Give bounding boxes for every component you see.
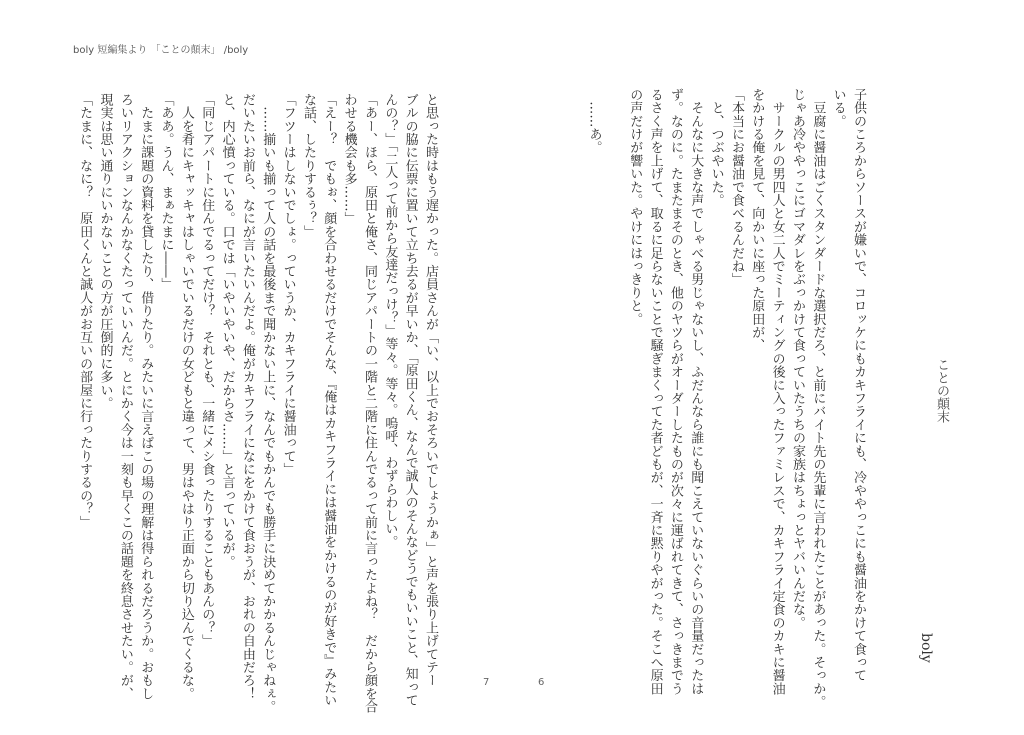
text-line: と思った時はもう遅かった。店員さんが「い、以上でおそろいでしょうかぁ」と声を張り上げてテー xyxy=(423,93,438,687)
text-line: の声だけが響いた。やけにはっきりと。 xyxy=(627,88,643,326)
text-line: ず。なのに。たまたまそのとき、他のヤツらがオーダーしたものが次々に運ばれてきて、さっきまでう xyxy=(667,88,683,696)
page-number-right: 6 xyxy=(538,677,545,688)
text-line: 子供のころからソースが嫌いで、コロッケにもカキフライにも、冷ややっこにも醤油をかけて食って xyxy=(851,88,866,682)
text-line: じゃあ冷ややっこにゴマダレをぶっかけて食っていたうちの家族はちょっとヤバいんだな。 xyxy=(789,88,805,630)
text-line: 現実は思い通りにいかないことの方が圧倒的に多い。 xyxy=(97,93,113,410)
author-name: boly xyxy=(918,633,934,663)
text-line: 「フツーはしないでしょ。っていうか、カキフライに醤油って」 xyxy=(280,93,296,476)
right-page-text xyxy=(583,88,868,709)
text-line: ブルの脇に伝票に置いて立ち去るが早いか、「原田くん、なんで誠人のそんなどうでもいいこと、知って xyxy=(402,93,418,707)
text-line: と、つぶやいた。 xyxy=(708,88,724,207)
text-line: サークルの男四人と女二人でミーティングの後に入ったファミレスで、カキフライ定食のカキに醤油 xyxy=(769,88,785,696)
text-line: 「あー、ほら、原田と俺さ、同じアパートの一階と二階に住んでるって前に言ったよね？ だから顔を合 xyxy=(361,93,377,714)
text-line: ……揃いも揃って人の話を最後まで聞かない上に、なんでもかんでも勝手に決めてかかるんじゃねぇ。 xyxy=(260,93,276,714)
text-line: たまに課題の資料を貸したり、借りたり。みたいに言えばこの場の理解は得られるだろうか。おもし xyxy=(138,93,154,701)
left-page-text xyxy=(74,93,440,714)
text-line: 「ああ。うん、まぁたまに――」 xyxy=(158,93,174,291)
text-line: んの？」「二人って前から友達だっけ？」等々。等々。嗚呼、わずらわしい。 xyxy=(382,93,398,549)
text-line: だいたいお前ら、なにが言いたいんだよ。俺がカキフライになにをかけて食おうが、おれの自由だろ！ xyxy=(239,93,255,701)
text-line: な話、したりするぅ？」 xyxy=(300,93,316,239)
text-line: をかける俺を見て、向かいに座った原田が、 xyxy=(749,88,765,352)
text-line: ろいリアクションなんかなくたっていいんだ。とにかく今は一刻も早くこの話題を終息させたい。が、 xyxy=(117,93,133,701)
story-title: ことの顛末 xyxy=(934,358,949,423)
text-line: 「同じアパートに住んでるってだけ？ それとも、一緒にメシ食ったりすることもあんの？」 xyxy=(199,93,215,648)
text-line: 「えー？ でもぉ、顔を合わせるだけでそんな、『俺はカキフライには醤油をかけるのが好きで』みたい xyxy=(321,93,337,707)
text-line: るさく声を上げて、取るに足らないことで騒ぎまくってた者どもが、一斉に黙りやがった。そこへ原田 xyxy=(647,88,663,696)
running-header: boly 短編集より 「ことの顛末」 /boly xyxy=(73,45,249,56)
page-number-left: 7 xyxy=(483,677,490,688)
text-line: 豆腐に醤油はごくスタンダードな選択だろ、と前にバイト先の先輩に言われたことがあった。そっか。 xyxy=(810,88,826,709)
text-line: と、内心憤っている。口では「いやいやいや、だからさ……」と言っているが。 xyxy=(219,93,235,569)
text-line xyxy=(604,88,624,688)
text-line: 人を肴にキャッキャはしゃいでいるだけの女どもと違って、男はやはり正面から切り込んでくるな。 xyxy=(178,93,194,701)
text-line: 「たまに、なに？ 原田くんと誠人がお互いの部屋に行ったりするの？」 xyxy=(77,93,93,529)
text-line: わせる機会も多……」 xyxy=(341,93,357,225)
text-line: 「本当にお醤油で食べるんだね」 xyxy=(728,88,744,286)
text-line: いる。 xyxy=(830,88,846,128)
text-line: ……あ。 xyxy=(586,88,602,154)
text-line: そんなに大きな声でしゃべる男じゃないし、ふだんなら誰にも聞こえていないぐらいの音量だったは xyxy=(688,88,704,696)
